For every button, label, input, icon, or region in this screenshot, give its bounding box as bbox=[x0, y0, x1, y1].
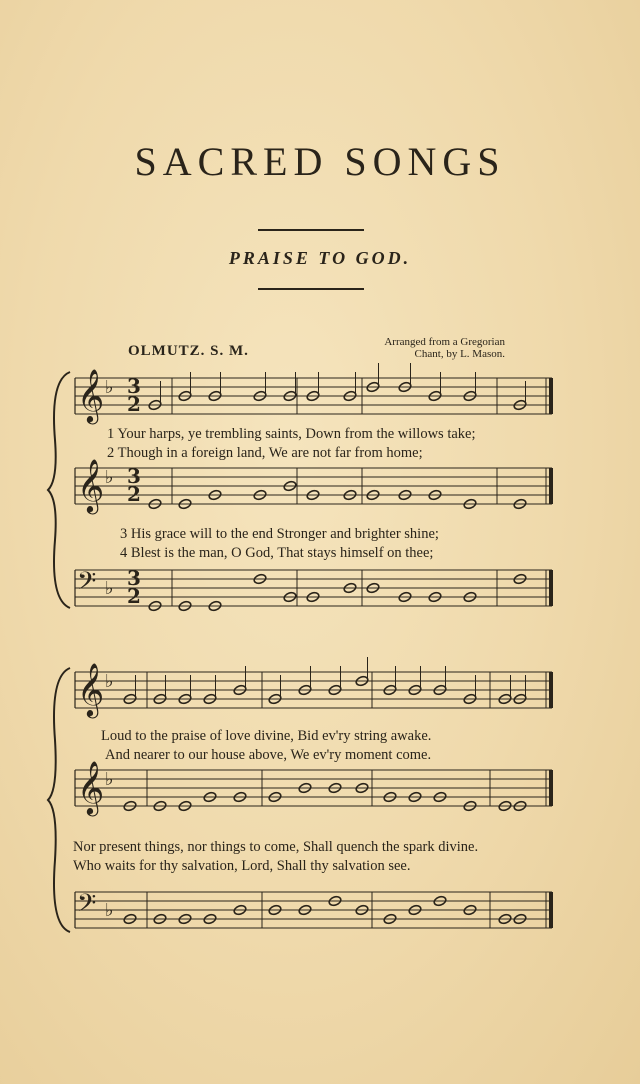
lyric-s1-verse1: 1 Your harps, ye trembling saints, Down from the willows take; bbox=[107, 426, 476, 442]
lyric-s1-verse4: 4 Blest is the man, O God, That stays himself on thee; bbox=[120, 545, 434, 561]
flat-key-signature: ♭ bbox=[105, 467, 114, 488]
final-barline-thick bbox=[549, 892, 553, 928]
treble-clef: 𝄞 bbox=[77, 760, 105, 814]
system-bracket bbox=[48, 372, 70, 608]
final-barline-thick bbox=[549, 468, 553, 504]
flat-key-signature: ♭ bbox=[105, 578, 114, 599]
bass-clef: 𝄢 bbox=[77, 889, 97, 924]
treble-clef: 𝄞 bbox=[77, 368, 105, 422]
lyric-s1-verse3: 3 His grace will to the end Stronger and brighter shine; bbox=[120, 526, 439, 542]
time-signature-digit: 2 bbox=[127, 482, 141, 506]
time-signature-digit: 3 bbox=[127, 464, 141, 488]
credit-line-1: Arranged from a Gregorian bbox=[384, 336, 505, 348]
lyric-s2-verse1: Loud to the praise of love divine, Bid ev'ry string awake. bbox=[101, 728, 432, 744]
lyric-s1-verse2: 2 Though in a foreign land, We are not far from home; bbox=[107, 445, 423, 461]
final-barline-thick bbox=[549, 378, 553, 414]
system-bracket bbox=[48, 668, 70, 932]
time-signature-digit: 2 bbox=[127, 584, 141, 608]
hymn-title: PRAISE TO GOD. bbox=[228, 248, 412, 268]
time-signature-digit: 3 bbox=[127, 566, 141, 590]
treble-clef: 𝄞 bbox=[77, 662, 105, 716]
time-signature-digit: 3 bbox=[127, 374, 141, 398]
flat-key-signature: ♭ bbox=[105, 377, 114, 398]
final-barline-thick bbox=[549, 770, 553, 806]
flat-key-signature: ♭ bbox=[105, 769, 114, 790]
treble-clef: 𝄞 bbox=[77, 458, 105, 512]
final-barline-thick bbox=[549, 570, 553, 606]
bass-clef: 𝄢 bbox=[77, 567, 97, 602]
final-barline-thick bbox=[549, 672, 553, 708]
flat-key-signature: ♭ bbox=[105, 900, 114, 921]
credit-line-2: Chant, by L. Mason. bbox=[414, 348, 505, 360]
lyric-s2-verse4: Who waits for thy salvation, Lord, Shall thy salvation see. bbox=[73, 858, 411, 874]
lyric-s2-verse2: And nearer to our house above, We ev'ry moment come. bbox=[105, 747, 432, 763]
page-title: SACRED SONGS bbox=[134, 139, 506, 184]
lyric-s2-verse3: Nor present things, nor things to come, Shall quench the spark divine. bbox=[73, 839, 479, 855]
flat-key-signature: ♭ bbox=[105, 671, 114, 692]
time-signature-digit: 2 bbox=[127, 392, 141, 416]
tune-name: OLMUTZ. S. M. bbox=[128, 343, 249, 359]
